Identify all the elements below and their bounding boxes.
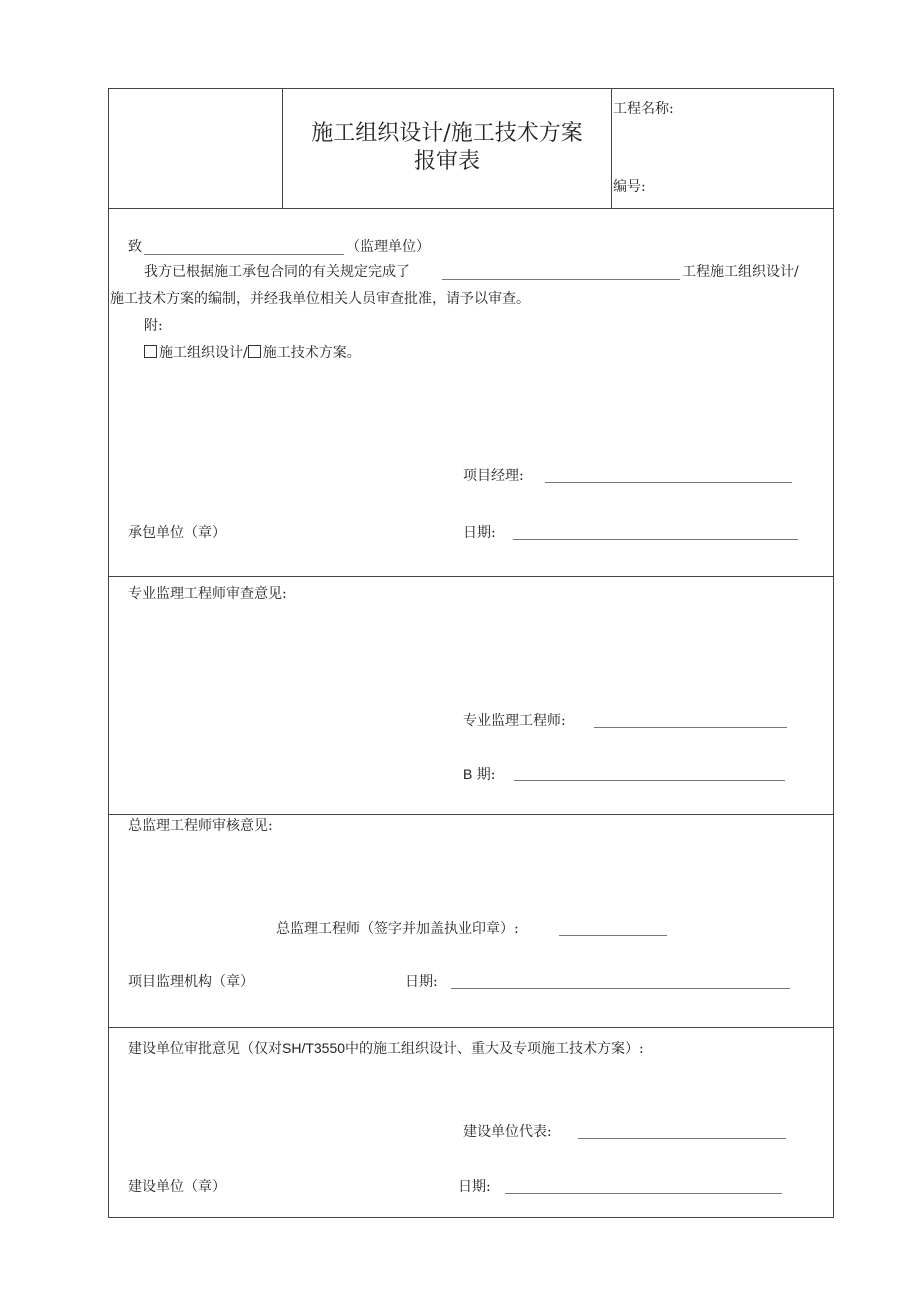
project-manager-label: 项目经理:	[463, 468, 524, 484]
body-line2: 施工技术方案的编制，并经我单位相关人员审查批准，请予以审查。	[110, 291, 530, 307]
checkbox-org-design[interactable]	[144, 345, 157, 358]
header-divider-right	[611, 88, 612, 208]
specialist-engineer-field[interactable]	[594, 727, 787, 728]
chief-engineer-field[interactable]	[559, 935, 667, 936]
header-divider-left	[282, 88, 283, 208]
header-bottom-line	[108, 208, 834, 209]
owner-date-label: 日期:	[458, 1179, 491, 1195]
owner-rep-label: 建设单位代表:	[463, 1124, 552, 1140]
project-manager-field[interactable]	[545, 482, 792, 483]
chief-review-heading: 总监理工程师审核意见:	[128, 818, 273, 834]
option-org-design-label: 施工组织设计/	[159, 345, 248, 361]
body-line1-prefix: 我方已根据施工承包合同的有关规定完成了	[144, 264, 410, 280]
section2-bottom-line	[108, 814, 834, 815]
contractor-date-field[interactable]	[513, 539, 798, 540]
contractor-label: 承包单位（章）	[128, 525, 226, 541]
option-tech-plan-label: 施工技术方案。	[262, 345, 361, 361]
approval-form	[108, 88, 834, 1218]
number-label: 编号:	[613, 179, 646, 195]
owner-unit-label: 建设单位（章）	[128, 1179, 226, 1195]
specialist-date-label	[463, 765, 496, 784]
project-name-label: 工程名称:	[613, 101, 674, 117]
owner-rep-field[interactable]	[578, 1138, 786, 1139]
specialist-date-suffix: 期:	[476, 767, 496, 783]
owner-heading-suffix: 中的施工组织设计、重大及专项施工技术方案）:	[345, 1041, 644, 1057]
form-title-line2: 报审表	[413, 149, 480, 174]
chief-date-field[interactable]	[451, 988, 790, 989]
owner-date-field[interactable]	[505, 1193, 782, 1194]
to-prefix: 致	[128, 239, 142, 255]
specialist-date-prefix: B	[463, 766, 473, 782]
contractor-date-label: 日期:	[463, 525, 496, 541]
attachment-options	[144, 344, 361, 362]
section1-bottom-line	[108, 576, 834, 577]
supervision-unit-field[interactable]	[144, 254, 344, 255]
chief-engineer-label: 总监理工程师（签字并加盖执业印章）:	[276, 921, 519, 937]
specialist-review-heading: 专业监理工程师审查意见:	[128, 586, 287, 602]
attach-label: 附:	[144, 318, 163, 334]
owner-approval-heading	[128, 1039, 644, 1058]
checkbox-tech-plan[interactable]	[248, 345, 261, 358]
owner-heading-prefix: 建设单位审批意见（仅对	[128, 1041, 282, 1057]
project-field[interactable]	[442, 279, 680, 280]
owner-heading-code: SH/T3550	[282, 1040, 346, 1056]
chief-date-label: 日期:	[405, 974, 438, 990]
supervision-org-label: 项目监理机构（章）	[128, 974, 254, 990]
section3-bottom-line	[108, 1027, 834, 1028]
specialist-engineer-label: 专业监理工程师:	[463, 713, 566, 729]
specialist-date-field[interactable]	[514, 780, 785, 781]
to-suffix: （监理单位）	[346, 239, 430, 255]
body-line1-suffix: 工程施工组织设计/	[682, 264, 799, 280]
form-title-line1: 施工组织设计/施工技术方案	[311, 121, 583, 146]
